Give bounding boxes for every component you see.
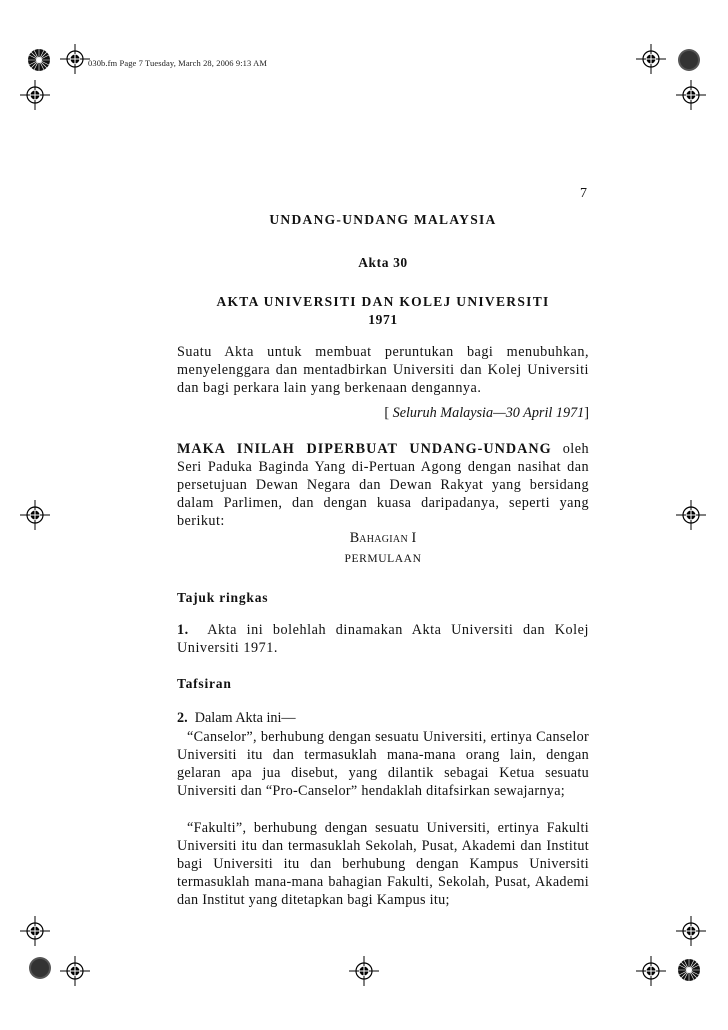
act-number: Akta 30 <box>358 255 408 270</box>
crosshair-top-right-outer-icon <box>676 80 706 110</box>
crosshair-top-left-outer-icon <box>20 80 50 110</box>
part-label <box>177 529 589 549</box>
page-number: 7 <box>580 186 587 201</box>
star-target-top-left-icon <box>27 48 51 72</box>
definition-item: “Fakulti”, berhubung dengan sesuatu Universiti, ertinya Fakulti Universiti itu dan termasuklah Sekolah, Pusat, Akademi dan Institut bagi Universiti itu dan berhubung dengan Kampus Universiti termasuklah mana-mana bahagian Fakulti, Sekolah, Pusat, Akademi dan Institut yang ditetapkan bagi Kampus itu; <box>177 820 589 908</box>
crosshair-mid-left-icon <box>20 500 50 530</box>
act-title-line1: AKTA UNIVERSITI DAN KOLEJ UNIVERSITI <box>216 294 550 309</box>
section-number: 1. <box>177 622 189 638</box>
commencement-text: Seluruh Malaysia—30 April 1971 <box>392 405 585 421</box>
part-number: I <box>407 530 417 546</box>
law-series-title: UNDANG-UNDANG MALAYSIA <box>269 212 497 227</box>
section-body <box>177 621 594 657</box>
crosshair-bottom-left-outer-icon <box>20 916 50 946</box>
dot-target-bottom-left-icon <box>28 956 52 980</box>
part-label-initial: B <box>349 530 360 546</box>
print-header: 030b.fm Page 7 Tuesday, March 28, 2006 9:13 AM <box>88 58 268 68</box>
long-title: Suatu Akta untuk membuat peruntukan bagi menubuhkan, menyelenggara dan mentadbirkan Universiti dan Kolej Universiti dan bagi perkara lain yang berkenaan dengannya. <box>177 344 589 396</box>
crosshair-bottom-right-icon <box>636 956 666 986</box>
section-heading: Tafsiran <box>177 676 232 691</box>
dot-target-top-right-icon <box>677 48 701 72</box>
section-body <box>177 709 589 727</box>
crosshair-bottom-left-icon <box>60 956 90 986</box>
act-title-line2: 1971 <box>368 312 398 327</box>
bracket-close: ] <box>584 405 589 421</box>
section-number: 2. <box>177 710 188 726</box>
crosshair-bottom-right-outer-icon <box>676 916 706 946</box>
crosshair-bottom-center-icon <box>349 956 379 986</box>
crosshair-mid-right-icon <box>676 500 706 530</box>
section-text: Dalam Akta ini— <box>187 710 296 726</box>
crosshair-top-left-icon <box>60 44 90 74</box>
bracket-open: [ <box>384 405 393 421</box>
crosshair-top-right-icon <box>636 44 666 74</box>
enacting-formula <box>177 440 589 530</box>
section-text: Akta ini bolehlah dinamakan Akta Universiti dan Kolej Universiti 1971. <box>177 622 594 656</box>
definition-item: “Canselor”, berhubung dengan sesuatu Universiti, ertinya Canselor Universiti itu dan termasuklah mana-mana orang lain, dengan gelaran apa jua disebut, yang dilantik sebagai Ketua sesuatu Universiti dan “Pro-Canselor” hendaklah ditafsirkan sewajarnya; <box>177 729 589 799</box>
part-name: PERMULAAN <box>344 553 422 565</box>
part-label-rest: AHAGIAN <box>359 534 408 545</box>
commencement-note <box>177 404 589 422</box>
star-target-bottom-right-icon <box>677 958 701 982</box>
enacting-rest: oleh Seri Paduka Baginda Yang di-Pertuan Agong dengan nasihat dan persetujuan Dewan Negara dan Dewan Rakyat yang bersidang dalam Parlimen, dan dengan kuasa daripadanya, seperti yang berikut: <box>177 441 589 529</box>
enacting-bold: MAKA INILAH DIPERBUAT UNDANG-UNDANG <box>177 441 552 457</box>
section-heading: Tajuk ringkas <box>177 590 269 605</box>
